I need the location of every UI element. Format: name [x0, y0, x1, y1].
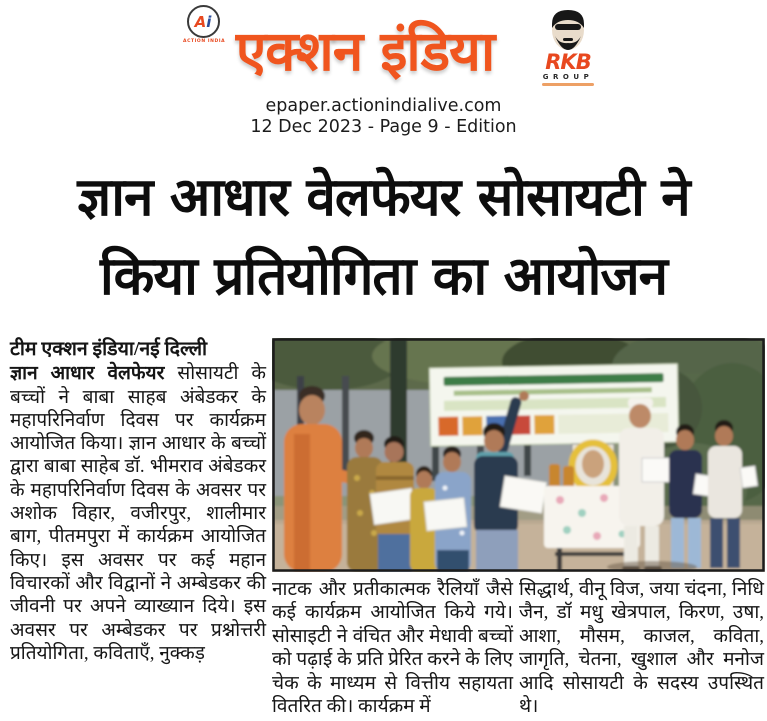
ai-logo-caption: ACTION INDIA [183, 39, 226, 44]
rkb-group-logo [531, 8, 605, 86]
epaper-url: epaper.actionindialive.com [265, 96, 502, 116]
rkb-name: RKB [545, 50, 591, 74]
article-headline [0, 158, 767, 316]
article-column-left [10, 338, 266, 715]
rkb-face-icon [539, 8, 597, 52]
ai-monogram-i: i [206, 12, 212, 31]
byline: टीम एक्शन इंडिया/नई दिल्ली [10, 339, 208, 360]
newspaper-title: एक्शन इंडिया [235, 19, 495, 83]
article-column-right: सिद्धार्थ, वीनू विज, जया चंदना, निधि जैन, डॉ मधु खेत्रपाल, किरण, उषा, आशा, मौसम, काजल, कविता, जागृति, चेतना, खुशाल और मनोज आदि सोसायटी के सदस्य उपस्थित थे। [519, 579, 764, 718]
article-photo [272, 338, 765, 572]
group-photo-illustration [272, 338, 765, 572]
article-body [10, 338, 764, 718]
headline-line2: किया प्रतियोगिता का आयोजन [99, 246, 668, 307]
column-left-text: सोसायटी के बच्चों ने बाबा साहब अंबेडकर के महापरिनिर्वाण दिवस पर कार्यक्रम आयोजित किया। ज्ञान आधार के बच्चों द्वारा बाबा साहेब डॉ. भीमराव अंबेडकर के महापरिनिर्वाण दिवस के अवसर पर अशोक विहार, वजीरपुर, शालीमार बाग, पीतमपुरा में कार्यक्रम आयोजित किए। इस अवसर पर कई महान विचारकों और विद्वानों ने अम्बेडकर की जीवनी पर अपने व्याख्यान दिये। इस अवसर पर अम्बेडकर पर प्रश्नोत्तरी प्रतियोगिता, कविताएँ, नुक्कड़ [10, 363, 266, 664]
ai-monogram-a: A [194, 12, 207, 31]
article-column-middle: नाटक और प्रतीकात्मक रैलियाँ जैसे कई कार्यक्रम आयोजित किये गये। सोसाइटी ने वंचित और मेधावी बच्चों को पढ़ाई के प्रति प्रेरित करने के लिए चेक के माध्यम से वित्तीय सहायता वितरित की। कार्यक्रम में [272, 579, 513, 718]
headline-line1: ज्ञान आधार वेलफेयर सोसायटी ने [77, 167, 690, 228]
lead-bold-text: ज्ञान आधार वेलफेयर [10, 363, 165, 385]
rkb-group-label: GROUP [542, 73, 594, 81]
rkb-tagline-bar [542, 83, 594, 86]
edition-date-line: 12 Dec 2023 - Page 9 - Edition [250, 117, 517, 137]
